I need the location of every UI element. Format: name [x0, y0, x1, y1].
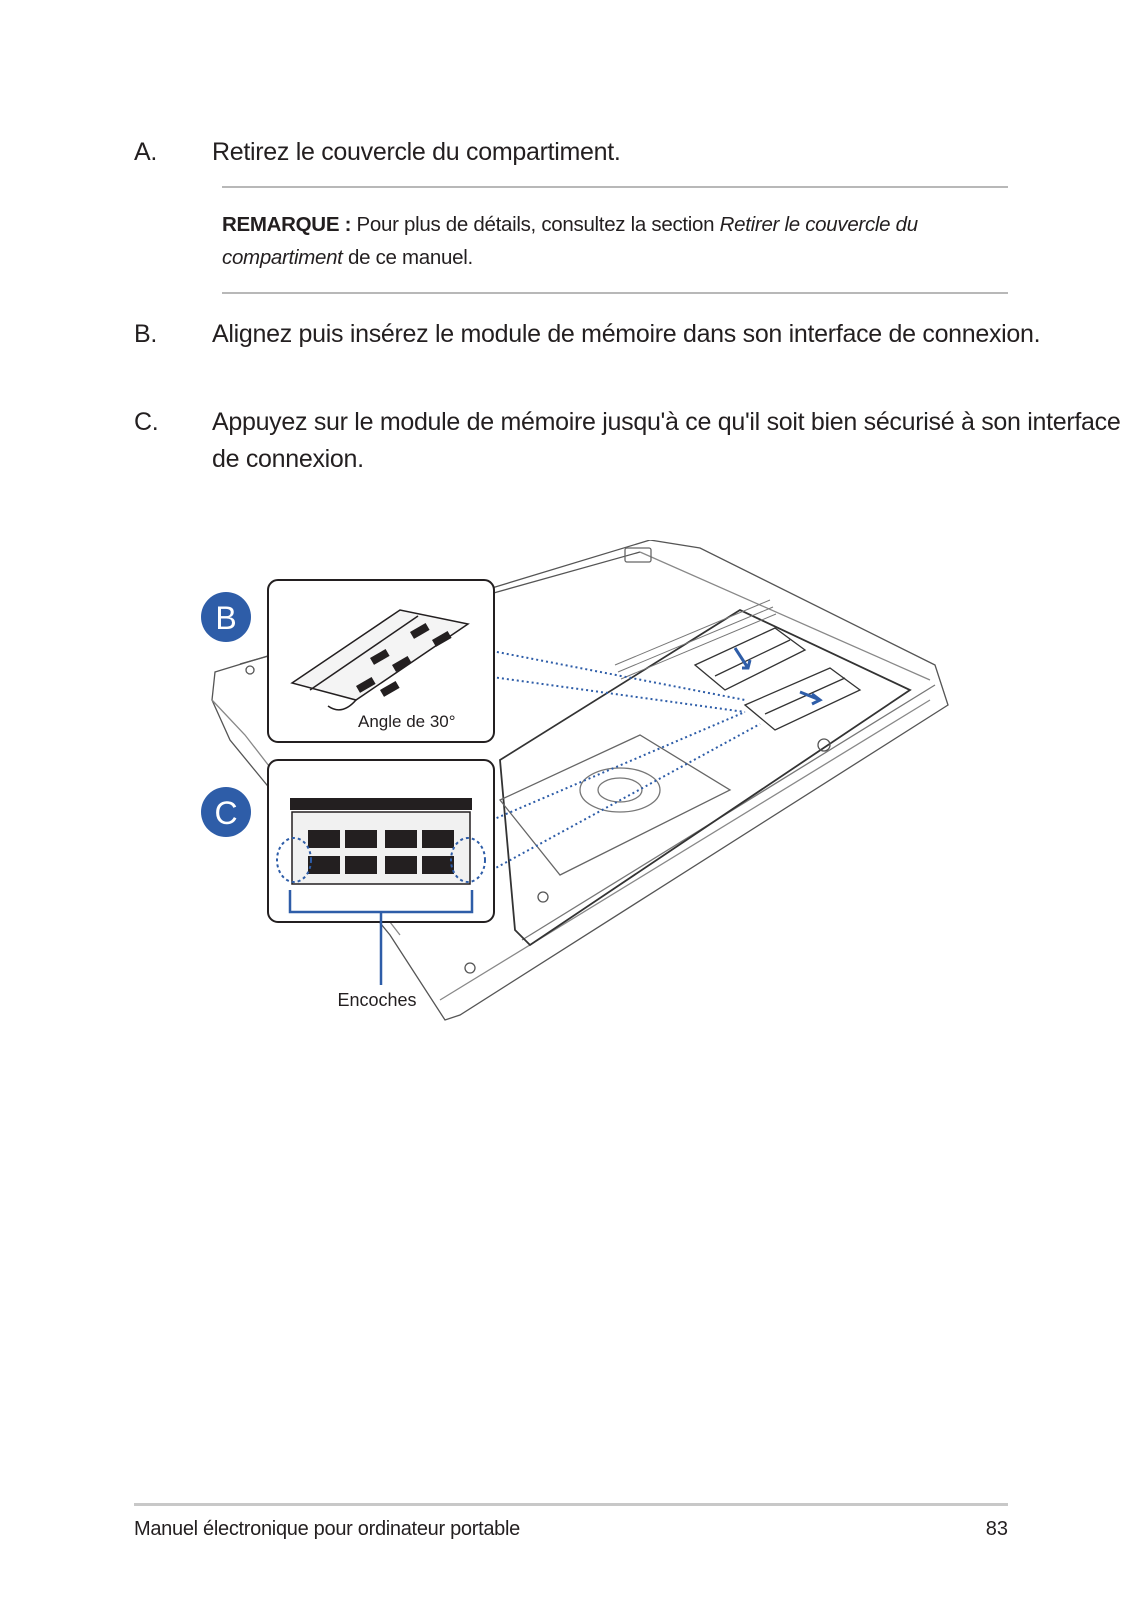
note-text-after: de ce manuel. [342, 246, 473, 269]
memory-install-illustration [190, 540, 980, 1060]
step-b-text: Alignez puis insérez le module de mémoire dans son interface de connexion. [212, 320, 1041, 348]
inset-b [268, 580, 494, 742]
step-a-text: Retirez le couvercle du compartiment. [212, 138, 621, 166]
badge-c-label: C [214, 795, 238, 831]
step-c-letter: C. [134, 408, 159, 436]
note-block [222, 208, 1008, 274]
footer-title: Manuel électronique pour ordinateur portable [134, 1518, 520, 1540]
leader-lines [492, 651, 760, 870]
notches-label: Encoches [337, 990, 417, 1010]
inset-c [268, 760, 494, 985]
note-section-reference: Retirer le couvercle du compartiment [222, 213, 918, 269]
note-bottom-divider [222, 292, 1008, 294]
step-b-letter: B. [134, 320, 158, 348]
badge-b-label: B [215, 600, 237, 636]
badge-b [201, 592, 251, 642]
note-text-before: Pour plus de détails, consultez la section [351, 213, 720, 236]
step-c-text: Appuyez sur le module de mémoire jusqu'à ce qu'il soit bien sécurisé à son interface de connexion. [212, 408, 1121, 473]
note-label: REMARQUE : [222, 213, 352, 236]
step-a-letter: A. [134, 138, 158, 166]
footer-divider [134, 1503, 1008, 1506]
note-top-divider [222, 186, 1008, 188]
badge-c [201, 787, 251, 837]
angle-label: Angle de 30° [358, 712, 456, 731]
page-number: 83 [985, 1518, 1008, 1540]
